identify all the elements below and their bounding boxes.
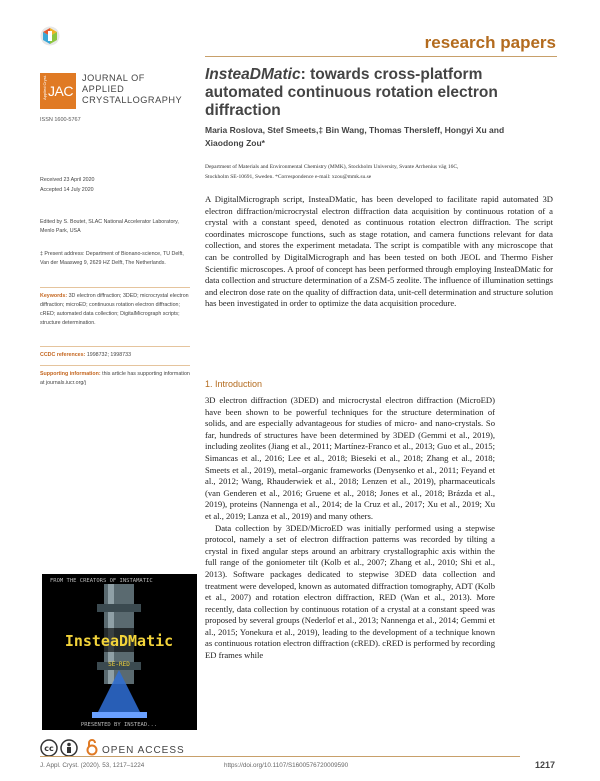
issn: ISSN 1600-5767	[40, 117, 81, 123]
open-access-icon	[88, 740, 97, 755]
journal-logo-small-text: Applied Cryst.	[42, 75, 47, 100]
footer-divider	[40, 756, 520, 757]
authors-line: Xiaodong Zou*	[205, 137, 265, 148]
ccdc-text: 1998732; 1998733	[86, 352, 132, 358]
paragraph: Data collection by 3DED/MicroED was initially performed using a stepwise protocol, namely a set of electron diffraction patterns was recorded by tilting a crystal in fixed angular steps around an arbitrary crystallographic axis within the full range of the goniometer tilt (Kolb et al., 2007; Zhang et al., 2010; Shi et al., 2013). Software packages dedicated to stepwise 3DED data collection and treatment were developed, known as automated diffraction tomography, ADT (Kolb et al., 2007) and rotation electron diffraction, RED (Wan et al., 2013). More recently, data collection by continuous rotation of a crystal at a constant speed was proposed by several groups (Nederlof et al., 2013; Nannenga et al., 2014; Gemmi et al., 2015; Yonekura et al., 2019), leading to the development of a technique known as continuous rotation electron diffraction (cRED). cRED is performed by recording ED frames while	[205, 522, 495, 661]
cover-sub-text: SE-RED	[108, 661, 130, 668]
footer-doi-link[interactable]: https://doi.org/10.1107/S1600576720009590	[224, 762, 349, 769]
keywords-label: Keywords:	[40, 293, 68, 299]
affiliation-line: Department of Materials and Environmental Chemistry (MMK), Stockholm University, Svante Arrhenius väg 16C,	[205, 164, 459, 170]
journal-name-line: JOURNAL OF	[82, 73, 145, 83]
svg-text:cc: cc	[44, 744, 54, 753]
open-access-label: OPEN ACCESS	[102, 745, 185, 756]
sidebar-divider	[40, 365, 190, 366]
section-label: research papers	[424, 33, 556, 52]
sidebar-divider	[40, 346, 190, 347]
paper-title-rest: : towards cross-platform automated continuous rotation electron diffraction	[205, 66, 498, 119]
body-text	[205, 395, 495, 662]
author-list	[205, 124, 535, 149]
paper-title	[205, 66, 545, 120]
crossmark-icon[interactable]	[40, 26, 60, 46]
cover-illustration	[42, 574, 197, 730]
ccdc-label: CCDC references:	[40, 352, 86, 358]
affiliation	[205, 162, 565, 182]
keywords-text: 3D electron diffraction; 3DED; microcrystal electron diffraction; microED; continuous rotation electron diffraction; cRED; automated data collection; DigitalMicrograph scripts; structure determination.	[40, 293, 189, 326]
journal-name-line: CRYSTALLOGRAPHY	[82, 95, 183, 105]
paragraph: 3D electron diffraction (3DED) and microcrystal electron diffraction (MicroED) have been shown to be powerful techniques for the structure determination of solids, and are especially advantageous for studies of micro- and nano-crystals. So far, hundreds of structures have been determined by 3DED (Gemmi et al., 2019), including zeolites (Jiang et al., 2011; Martínez-Franco et al., 2013; Guo et al., 2015; Simancas et al., 2016; Lee et al., 2018; Bieseki et al., 2018; Zhang et al., 2018; Smeets et al., 2019), metal–organic frameworks (Denysenko et al., 2011; Feyand et al., 2012; Wang, Rhauderwiek et al., 2018; Lenzen et al., 2019), pharmaceuticals (van Genderen et al., 2016; Gruene et al., 2018; Jones et al., 2018; Brázda et al., 2019), proteins (Nannenga et al., 2014; de la Cruz et al., 2017; Xu et al., 2019; Xu et al., 2019; Lanza et al., 2019) and many others.	[205, 395, 495, 521]
abstract: A DigitalMicrograph script, InsteaDMatic, has been developed to facilitate rapid automated 3D electron diffraction/microcrystal electron diffraction data acquisition by continuous rotation of a crystal with a constant speed, denoted as continuous rotation electron diffraction. The script coordinates microscope functions, such as stage rotation, and camera functions relevant for data collection, and stores the experiment metadata. The script is compatible with any microscope that can be controlled by DigitalMicrograph and has been tested on both JEOL and Thermo Fisher Scientific microscopes. A proof of concept has been performed through employing InsteaDMatic for data collection and structure determination of a ZSM-5 zeolite. The influence of illumination settings and electron dose rate on the quality of diffraction data, unit-cell determination and structure solution has been investigated in order to optimize the data acquisition procedure.	[205, 194, 554, 309]
footer-citation: J. Appl. Cryst. (2020). 53, 1217–1224	[40, 762, 145, 769]
supporting-label: Supporting information:	[40, 371, 101, 377]
header-divider	[205, 56, 557, 57]
supporting-text: this article has supporting information at journals.iucr.org/j	[40, 371, 190, 386]
journal-logo-text: JAC	[48, 83, 73, 99]
edited-by: Edited by S. Boutet, SLAC National Accelerator Laboratory, Menlo Park, USA	[40, 219, 179, 234]
journal-name-line: APPLIED	[82, 84, 125, 94]
license-row	[40, 739, 195, 757]
journal-name	[82, 73, 202, 106]
ccdc-references	[40, 351, 190, 360]
cc-license-icon[interactable]	[41, 740, 57, 756]
paper-title-italic: InsteaDMatic	[205, 66, 301, 83]
supporting-information	[40, 370, 190, 388]
cover-top-text: FROM THE CREATORS OF INSTAMATIC	[50, 578, 153, 584]
keywords	[40, 292, 190, 328]
by-license-icon[interactable]	[61, 740, 77, 756]
accepted-date: Accepted 14 July 2020	[40, 187, 94, 193]
affiliation-line: Stockholm SE-10691, Sweden. *Correspondence e-mail: xzou@mmk.su.se	[205, 174, 372, 180]
page-number: 1217	[534, 760, 555, 770]
authors-line: Maria Roslova, Stef Smeets,‡ Bin Wang, Thomas Thersleff, Hongyi Xu and	[205, 125, 505, 135]
section-heading: 1. Introduction	[205, 379, 263, 389]
present-address: ‡ Present address: Department of Bionano-science, TU Delft, Van der Maasweg 9, 2629 HZ Delft, The Netherlands.	[40, 251, 184, 266]
sidebar-divider	[40, 287, 190, 288]
cover-image	[42, 574, 197, 730]
cover-bottom-text: PRESENTED BY INSTEAD...	[80, 722, 158, 728]
received-date: Received 23 April 2020	[40, 177, 95, 183]
journal-logo	[40, 73, 76, 109]
cover-logo-text: InsteaDMatic	[64, 632, 174, 650]
